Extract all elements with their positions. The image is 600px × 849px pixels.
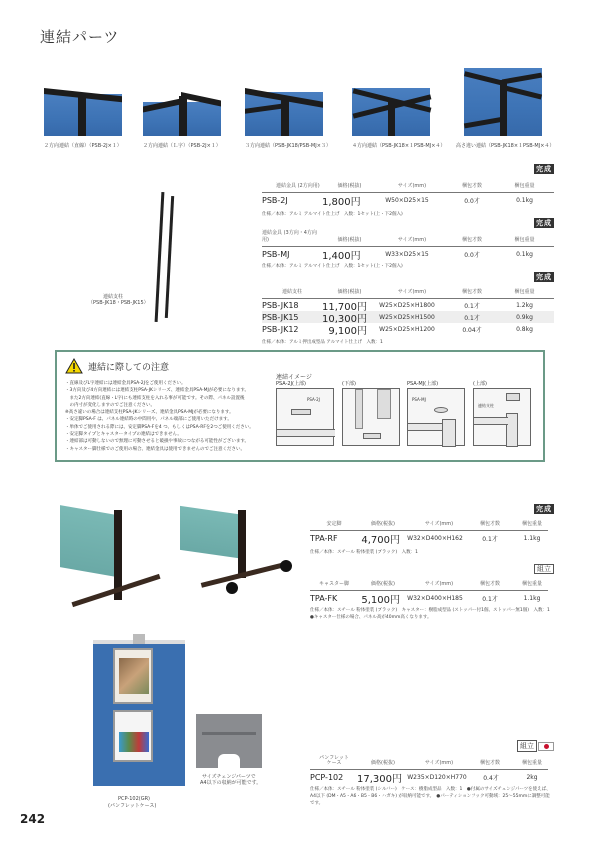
pack-size: 0.1才 (482, 595, 498, 603)
column-header: 梱包重量 (514, 289, 535, 295)
spec-text: 仕様／本体：アルミ押出成型品 アルマイト仕上げ 入数：1 (262, 340, 383, 345)
status-badge: 組立 (534, 564, 554, 574)
status-badge: 完成 (536, 505, 552, 513)
weight: 2kg (526, 773, 538, 781)
model-code: PSB-2J (262, 195, 288, 205)
notice-item: ・安定脚PSA-F は、パネル連結時の中間用や、パネル端部にご使用いただけます。 (65, 417, 232, 423)
product-table-pcp102 (310, 740, 554, 807)
notice-title: 連結に際しての注意 (88, 362, 170, 373)
notice-item: ・キャスター脚仕様でのご使用の場合、連結金具は使用できませんのでご注意ください。 (65, 446, 245, 452)
product-table-tparf (310, 496, 554, 556)
column-header: サイズ(mm) (424, 760, 454, 766)
diagram-callout: PSA-MJ (412, 397, 426, 402)
category-line: パンフレット (319, 755, 349, 761)
spec-text: 仕様／本体：アルミ アルマイト仕上げ 入数：1セット(上・下2個入) (262, 264, 403, 269)
image-title: 連結イメージ (276, 374, 312, 381)
table-row (262, 193, 554, 207)
category-label: 安定脚 (326, 521, 342, 527)
diagram-label: (上部) (473, 381, 487, 387)
notice-item: ・連結部は可動しないので無理に可動させると破損や事故につながる可能性がございます。 (65, 439, 250, 445)
column-header: 価格(税抜) (337, 183, 362, 189)
size-change-caption: サイズチェンジパーツで (202, 774, 256, 780)
price: 5,100円 (361, 594, 400, 606)
column-header: 梱包才数 (479, 581, 500, 587)
page-title: 連結パーツ (40, 28, 120, 46)
weight: 1.1kg (523, 534, 541, 542)
photo-4way (352, 88, 430, 136)
weight: 1.1kg (523, 594, 541, 602)
column-header: 価格(税抜) (337, 237, 362, 243)
spec-text: 仕様／本体：スチール 粉体塗装 (ブラック) キャスター：樹脂成型品 (ストッパー付1個、ストッパー無1個) 入数：1 ●キャスター仕様の場合、パネル高が40mm高くなります。 (310, 608, 555, 620)
size-change-caption: A4以下の収納が可能です。 (200, 780, 262, 786)
photo-2way-l (143, 92, 221, 136)
pack-size: 0.1才 (464, 302, 480, 310)
model-code: PSB-JK15 (262, 312, 299, 322)
photo-2way-straight (44, 88, 122, 136)
category-label: 連結金具 (2方向用) (276, 183, 320, 189)
photo-caption: ２方向連結（直線）（PSB-2J×１） (44, 143, 122, 149)
diagram-label: PSA-2J(上部) (276, 381, 306, 387)
photo-caption: ２方向連結（Ｌ字）（PSB-2J×１） (143, 143, 221, 149)
notice-item: の内寸が変化しますのでご注意ください。 (65, 402, 155, 408)
column-header: 梱包重量 (514, 237, 535, 243)
weight: 0.1kg (516, 196, 533, 204)
size: W25×D25×H1500 (379, 313, 435, 321)
column-header: 梱包才数 (461, 183, 482, 189)
table-row (262, 323, 554, 335)
photo-caption: ４方向連結（PSB-JK18×１PSB-MJ×４） (352, 143, 446, 149)
diagram-psa2j-top (276, 388, 334, 446)
pack-size: 0.1才 (482, 535, 498, 543)
photo-caption: 高さ違い連結（PSB-JK18×１PSB-MJ×４） (456, 143, 555, 149)
column-header: 梱包才数 (479, 760, 500, 766)
column-header: 梱包才数 (461, 237, 482, 243)
weight: 0.9kg (516, 313, 533, 321)
pole-image (155, 192, 165, 322)
status-badge: 完成 (536, 165, 552, 173)
category-label: 連結支柱 (281, 289, 302, 295)
column-header: 価格(税抜) (371, 521, 395, 527)
column-header: 梱包重量 (521, 521, 542, 527)
column-header: 梱包才数 (461, 289, 482, 295)
pole-caption: 連結支柱 (103, 294, 124, 300)
size: W25×D25×H1200 (379, 325, 435, 333)
size: W32×D400×H162 (407, 534, 463, 542)
photo-size-change-part (196, 714, 262, 768)
model-code: PCP-102 (310, 772, 344, 782)
weight: 0.8kg (516, 325, 533, 333)
notice-item: ・単体でご使用される際には、安定脚PSA-Fを4 つ、もしくはPSA-RFを2つご使用ください。 (65, 424, 254, 430)
size: W25×D25×H1800 (379, 301, 435, 309)
price: 9,100円 (328, 325, 367, 337)
column-header: サイズ(mm) (424, 581, 454, 587)
spec-text: 仕様／本体：スチール 粉体塗装 (シルバー) ケース：樹脂成型品 入数：1 ●付属のサイズチェンジパーツを使えば、A4以下 (DM・A5・A6・B5・B6・ハガキ) が収納可能です。 ●パーティションフック可動域：25～55mmに調整可能です。 (310, 787, 551, 806)
size: W235×D120×H770 (407, 773, 467, 781)
pack-size: 0.1才 (464, 314, 480, 322)
table-row (262, 311, 554, 323)
column-header: 価格(税抜) (371, 581, 395, 587)
photo-caption: ３方向連結（PSB-JK18/PSB-MJ×３） (245, 143, 331, 149)
notice-box (55, 350, 545, 462)
weight: 0.1kg (516, 250, 533, 258)
column-header: 梱包重量 (521, 581, 542, 587)
model-code: PSB-JK12 (262, 324, 299, 334)
column-header: 価格(税抜) (371, 760, 395, 766)
price: 1,400円 (322, 250, 361, 262)
category-line: ケース (326, 760, 342, 766)
price: 4,700円 (361, 534, 400, 546)
diagram-callout: 連結支柱 (478, 403, 494, 408)
notice-item: ・直線及びL字連結には連結金具PSA-2Jをご使用ください。 (65, 381, 186, 386)
warning-icon (65, 358, 83, 374)
table-row (262, 299, 554, 311)
price: 11,700円 (322, 301, 367, 313)
table-row (262, 247, 554, 261)
table-row (310, 591, 554, 605)
size: W32×D400×H185 (407, 594, 463, 602)
category-label: キャスター脚 (318, 581, 349, 587)
column-header: 価格(税抜) (337, 289, 362, 295)
status-badge: 組立 (517, 740, 537, 752)
pack-size: 0.0才 (464, 197, 480, 205)
category-label: 連結金具 (3方向・4方向用) (262, 230, 317, 243)
diagram-bottom (342, 388, 400, 446)
column-header: 梱包重量 (521, 760, 542, 766)
diagram-callout: PSA-2J (307, 397, 320, 402)
column-header: 梱包才数 (479, 521, 500, 527)
size: W50×D25×15 (385, 196, 429, 204)
notice-list (65, 380, 275, 453)
diagram-pole-top (473, 388, 531, 446)
spec-text: 仕様／本体：アルミ アルマイト仕上げ 入数：1セット(上・下2個入) (262, 212, 403, 217)
column-header: サイズ(mm) (397, 237, 427, 243)
model-code: PSB-MJ (262, 249, 290, 259)
table-row (310, 531, 554, 545)
category-label (310, 756, 358, 766)
price: 10,300円 (322, 313, 367, 325)
column-header: サイズ(mm) (424, 521, 454, 527)
diagram-psamj-top (407, 388, 465, 446)
notice-item: ※高さ違いの場合は連結支柱PSA-JKシリーズ、連結金具PSA-MJが必要になります。 (65, 410, 234, 416)
model-code: TPA-FK (310, 593, 338, 603)
notice-item: また2方向連結(直線・L字)にも連結支柱を入れる事が可能です。その際、パネル設置後 (65, 395, 245, 401)
spec-text: 仕様／本体：スチール 粉体塗装 (ブラック) 入数：1 (310, 550, 418, 555)
price: 1,800円 (322, 196, 361, 208)
pack-size: 0.4才 (483, 774, 499, 782)
made-in-japan-icon (538, 742, 554, 751)
pole-caption: （PSB-JK18・PSB-JK15） (88, 300, 149, 306)
photo-stand-leg (60, 510, 160, 610)
size: W33×D25×15 (385, 250, 429, 258)
photo-caster-leg (180, 510, 290, 610)
weight: 1.2kg (516, 301, 533, 309)
photo-height-diff (464, 68, 542, 136)
pamphlet-caption: (パンフレットケース) (108, 803, 157, 809)
model-code: PSB-JK18 (262, 300, 299, 310)
column-header: サイズ(mm) (397, 183, 427, 189)
pack-size: 0.04才 (462, 326, 482, 334)
column-header: 梱包重量 (514, 183, 535, 189)
notice-item: ・安定脚タイプとキャスタータイプの連結はできません。 (65, 432, 182, 438)
pole-image (165, 196, 174, 318)
pack-size: 0.0才 (464, 251, 480, 259)
photo-pamphlet-case (93, 640, 185, 786)
status-badge: 完成 (536, 219, 552, 227)
status-badge: 完成 (536, 273, 552, 281)
model-code: TPA-RF (310, 533, 338, 543)
product-table-psbmj (262, 210, 554, 270)
product-table-psbjk (262, 264, 554, 346)
diagram-label: PSA-MJ(上部) (407, 381, 439, 387)
price: 17,300円 (357, 773, 402, 785)
diagram-label: (下部) (342, 381, 356, 387)
pamphlet-caption: PCP-102(GR) (118, 796, 151, 802)
notice-item: ・3方向及び4方向連結には連結支柱PSA-JKシリーズ、連結金具PSA-MJが必要になります。 (65, 388, 250, 394)
product-table-psb2j (262, 156, 554, 218)
photo-3way (245, 88, 323, 136)
product-table-tpafk (310, 556, 554, 621)
table-row (310, 770, 554, 784)
column-header: サイズ(mm) (397, 289, 427, 295)
page-number: 242 (20, 812, 46, 826)
